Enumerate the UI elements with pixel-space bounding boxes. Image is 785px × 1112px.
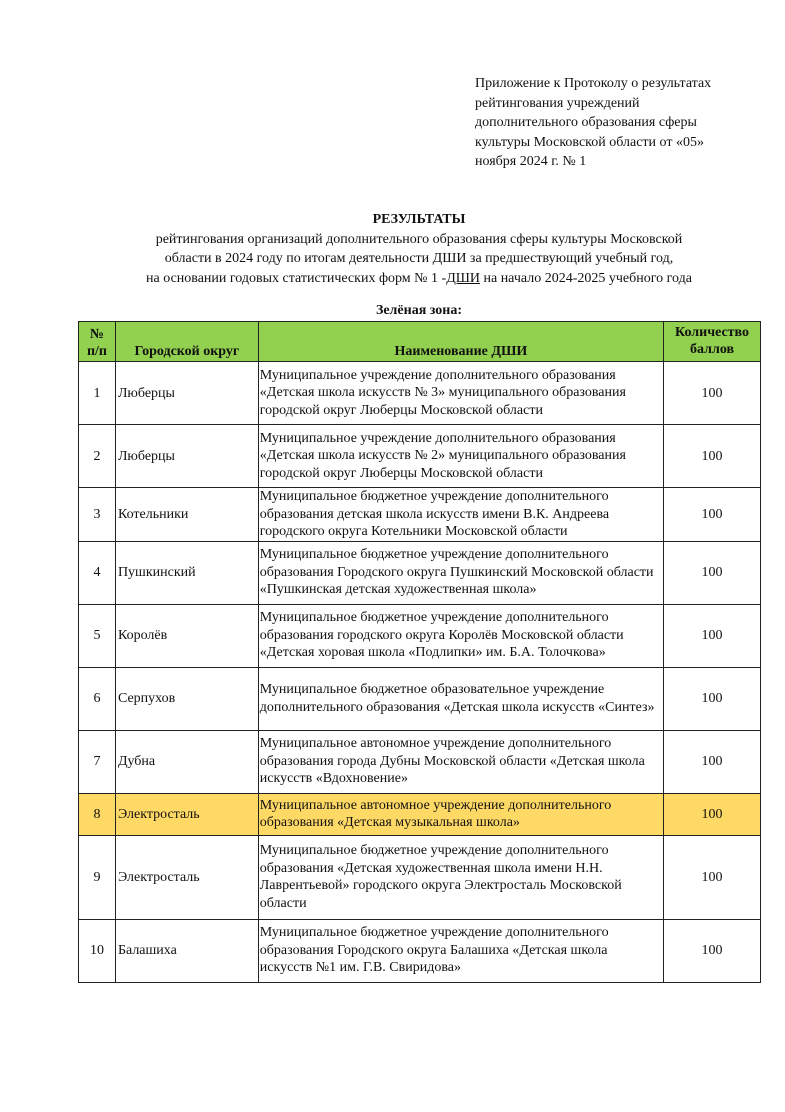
header-number-line1: № bbox=[89, 327, 104, 342]
row-score: 100 bbox=[664, 425, 761, 488]
row-school-name: Муниципальное бюджетное образовательное учреждение дополнительного образования «Детская школа искусств «Синтез» bbox=[258, 667, 663, 730]
row-score: 100 bbox=[664, 919, 761, 982]
row-score: 100 bbox=[664, 793, 761, 835]
row-score: 100 bbox=[664, 541, 761, 604]
row-number: 5 bbox=[79, 604, 116, 667]
header-score bbox=[664, 322, 761, 362]
header-district: Городской округ bbox=[115, 322, 258, 362]
row-district: Пушкинский bbox=[115, 541, 258, 604]
table-row bbox=[79, 919, 761, 982]
row-school-name: Муниципальное бюджетное учреждение дополнительного образования детская школа искусств имени В.К. Андреева городского округа Котельники Московской области bbox=[258, 488, 663, 542]
row-number: 4 bbox=[79, 541, 116, 604]
title-line-3-pre: на основании годовых статистических форм № 1 - bbox=[146, 270, 447, 286]
row-number: 2 bbox=[79, 425, 116, 488]
row-district: Котельники bbox=[115, 488, 258, 542]
appendix-line: культуры Московской области от «05» bbox=[475, 134, 704, 150]
row-number: 3 bbox=[79, 488, 116, 542]
title-line-3-underlined: ДШИ bbox=[446, 270, 480, 286]
title-line-1: рейтингования организаций дополнительного образования сферы культуры Московской bbox=[155, 231, 683, 247]
row-score: 100 bbox=[664, 667, 761, 730]
appendix-line: ноября 2024 г. № 1 bbox=[475, 154, 587, 169]
row-school-name: Муниципальное бюджетное учреждение дополнительного образования «Детская художественная школа имени Н.Н. Лаврентьевой» городского округа Электросталь Московской области bbox=[258, 835, 663, 919]
row-score: 100 bbox=[664, 362, 761, 425]
row-number: 10 bbox=[79, 919, 116, 982]
row-district: Электросталь bbox=[115, 793, 258, 835]
table-row bbox=[79, 667, 761, 730]
table-row bbox=[79, 362, 761, 425]
row-number: 7 bbox=[79, 730, 116, 793]
appendix-note bbox=[475, 74, 755, 172]
row-number: 8 bbox=[79, 793, 116, 835]
title-line-2: области в 2024 году по итогам деятельности ДШИ за предшествующий учебный год, bbox=[164, 251, 674, 266]
row-score: 100 bbox=[664, 835, 761, 919]
title-line-3 bbox=[78, 269, 760, 289]
row-school-name: Муниципальное автономное учреждение дополнительного образования города Дубны Московской области «Детская школа искусств «Вдохновение» bbox=[258, 730, 663, 793]
title-line-3-post: на начало 2024-2025 учебного года bbox=[479, 270, 692, 286]
row-score: 100 bbox=[664, 604, 761, 667]
row-score: 100 bbox=[664, 488, 761, 542]
row-school-name: Муниципальное учреждение дополнительного образования «Детская школа искусств № 3» муниципального образования городской округ Люберцы Московской области bbox=[258, 362, 663, 425]
results-table bbox=[78, 321, 761, 983]
row-number: 1 bbox=[79, 362, 116, 425]
row-school-name: Муниципальное бюджетное учреждение дополнительного образования Городского округа Пушкинский Московской области «Пушкинская детская художественная школа» bbox=[258, 541, 663, 604]
header-score-line1: Количество bbox=[675, 325, 750, 340]
table-row bbox=[79, 835, 761, 919]
appendix-line: Приложение к Протоколу о результатах bbox=[475, 76, 712, 91]
header-number bbox=[79, 322, 116, 362]
table-row bbox=[79, 730, 761, 793]
appendix-line: дополнительного образования сферы bbox=[475, 115, 697, 130]
row-district: Балашиха bbox=[115, 919, 258, 982]
header-score-line2: баллов bbox=[689, 342, 735, 357]
zone-label: Зелёная зона: bbox=[375, 303, 463, 318]
appendix-line: рейтингования учреждений bbox=[475, 95, 640, 111]
row-district: Люберцы bbox=[115, 425, 258, 488]
header-school-name: Наименование ДШИ bbox=[258, 322, 663, 362]
row-district: Электросталь bbox=[115, 835, 258, 919]
row-district: Серпухов bbox=[115, 667, 258, 730]
row-district: Дубна bbox=[115, 730, 258, 793]
table-row-highlighted bbox=[79, 793, 761, 835]
table-row bbox=[79, 488, 761, 542]
row-school-name: Муниципальное учреждение дополнительного образования «Детская школа искусств № 2» муниципального образования городской округ Люберцы Московской области bbox=[258, 425, 663, 488]
table-row bbox=[79, 541, 761, 604]
row-school-name: Муниципальное бюджетное учреждение дополнительного образования Городского округа Балашиха «Детская школа искусств №1 им. Г.В. Свиридова» bbox=[258, 919, 663, 982]
document-title bbox=[78, 210, 760, 288]
row-school-name: Муниципальное бюджетное учреждение дополнительного образования городского округа Королёв Московской области «Детская хоровая школа «Подлипки» им. Б.А. Толочкова» bbox=[258, 604, 663, 667]
row-district: Люберцы bbox=[115, 362, 258, 425]
row-score: 100 bbox=[664, 730, 761, 793]
title-heading: РЕЗУЛЬТАТЫ bbox=[372, 212, 466, 227]
row-district: Королёв bbox=[115, 604, 258, 667]
header-number-line2: п/п bbox=[86, 344, 107, 359]
table-row bbox=[79, 604, 761, 667]
row-number: 9 bbox=[79, 835, 116, 919]
row-number: 6 bbox=[79, 667, 116, 730]
table-row bbox=[79, 425, 761, 488]
table-header-row bbox=[79, 322, 761, 362]
row-school-name: Муниципальное автономное учреждение дополнительного образования «Детская музыкальная школа» bbox=[258, 793, 663, 835]
